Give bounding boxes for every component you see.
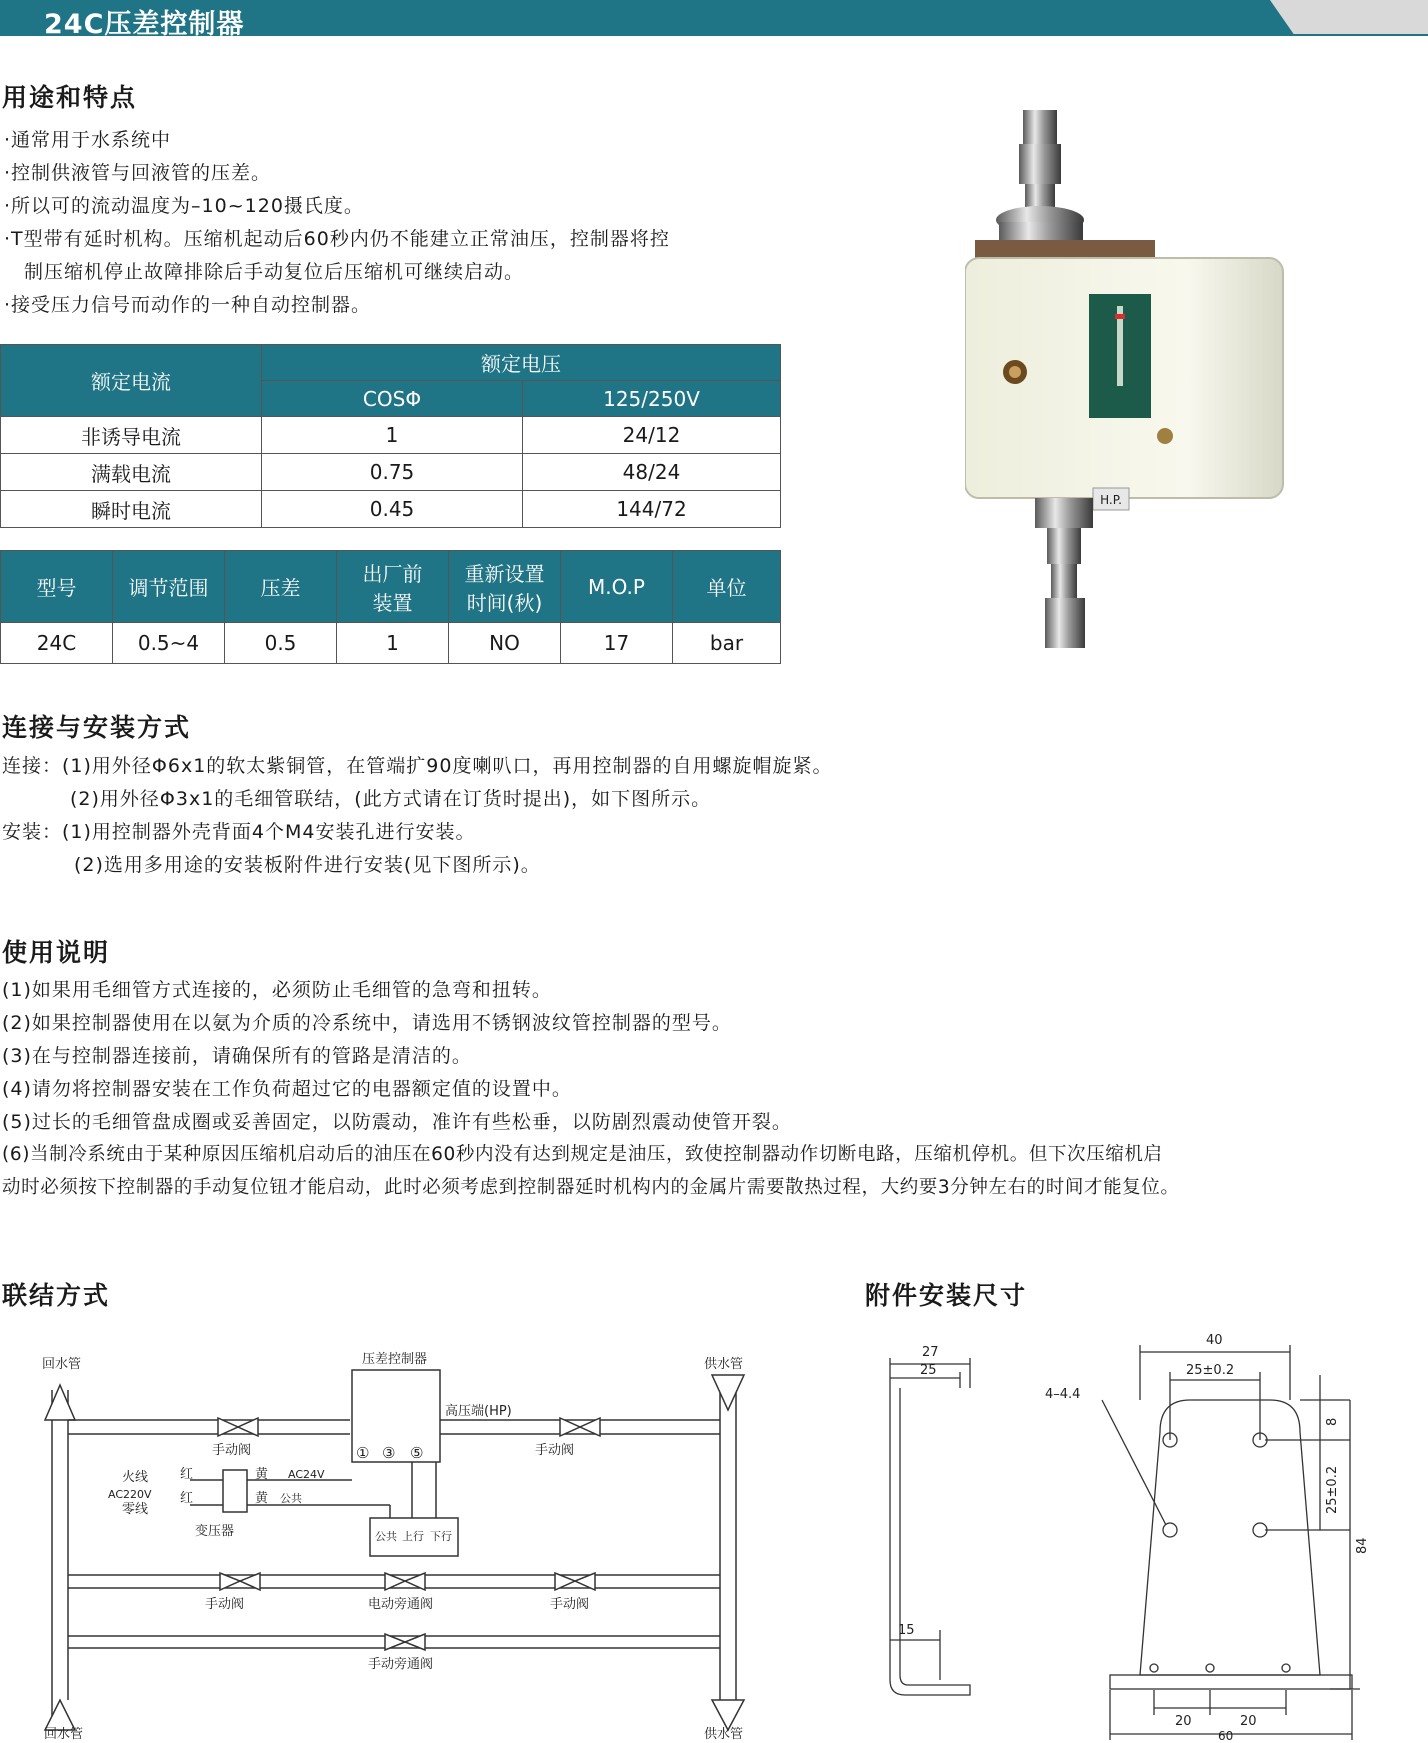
svg-text:①: ① (356, 1444, 370, 1462)
svg-text:上行: 上行 (402, 1530, 424, 1543)
feature-item: ·通常用于水系统中 (4, 129, 172, 151)
feature-item: ·接受压力信号而动作的一种自动控制器。 (4, 294, 372, 316)
install-line: 连接：(1)用外径Φ6x1的软太紫铜管，在管端扩90度喇叭口，再用控制器的自用螺旋帽旋紧。 (2, 755, 833, 777)
svg-text:27: 27 (922, 1345, 939, 1360)
svg-text:回水管: 回水管 (42, 1357, 82, 1372)
feature-item: ·控制供液管与回液管的压差。 (4, 162, 272, 184)
table-cell: 24/12 (523, 417, 781, 454)
svg-text:15: 15 (898, 1623, 915, 1638)
connection-heading: 联结方式 (2, 1281, 111, 1310)
model-table (0, 550, 781, 664)
table-cell: 非诱导电流 (1, 417, 262, 454)
connection-diagram (40, 1330, 760, 1740)
svg-text:AC24V: AC24V (288, 1468, 325, 1481)
svg-text:40: 40 (1206, 1333, 1223, 1348)
svg-text:手动旁通阀: 手动旁通阀 (368, 1657, 434, 1672)
usage-heading: 使用说明 (2, 938, 111, 967)
svg-text:高压端(HP): 高压端(HP) (445, 1404, 512, 1419)
svg-text:手动阀: 手动阀 (550, 1597, 590, 1612)
svg-text:25±0.2: 25±0.2 (1186, 1363, 1235, 1378)
svg-text:回水管: 回水管 (44, 1727, 84, 1740)
svg-text:25±0.2: 25±0.2 (1325, 1465, 1340, 1514)
svg-text:供水管: 供水管 (704, 1357, 744, 1372)
table-cell: bar (673, 623, 781, 664)
table-cell: 1 (337, 623, 449, 664)
table-cell: 瞬时电流 (1, 491, 262, 528)
usage-line: (4)请勿将控制器安装在工作负荷超过它的电器额定值的设置中。 (2, 1078, 572, 1100)
page-title: 24C压差控制器 (44, 9, 245, 40)
svg-text:下行: 下行 (430, 1530, 452, 1543)
svg-text:手动阀: 手动阀 (535, 1443, 575, 1458)
table-cell: 144/72 (523, 491, 781, 528)
table-header: M.O.P (561, 551, 673, 623)
usage-line: 动时必须按下控制器的手动复位钮才能启动，此时必须考虑到控制器延时机构内的金属片需要散热过程，大约要3分钟左右的时间才能复位。 (2, 1177, 1180, 1198)
table-cell: 17 (561, 623, 673, 664)
table-header: 单位 (673, 551, 781, 623)
svg-text:H.P.: H.P. (1100, 493, 1122, 507)
features-heading: 用途和特点 (2, 83, 138, 112)
svg-text:③: ③ (382, 1444, 396, 1462)
usage-line: (1)如果用毛细管方式连接的，必须防止毛细管的急弯和扭转。 (2, 979, 552, 1001)
svg-text:⑤: ⑤ (410, 1444, 424, 1462)
accessory-dimensions (870, 1330, 1410, 1740)
svg-text:手动阀: 手动阀 (205, 1597, 245, 1612)
feature-item: ·T型带有延时机构。压缩机起动后60秒内仍不能建立正常油压，控制器将控 (4, 228, 670, 250)
svg-text:8: 8 (1325, 1417, 1340, 1426)
table-header: 调节范围 (113, 551, 225, 623)
feature-item: 制压缩机停止故障排除后手动复位后压缩机可继续启动。 (24, 261, 525, 283)
table-header: 压差 (225, 551, 337, 623)
usage-line: (3)在与控制器连接前，请确保所有的管路是清洁的。 (2, 1045, 472, 1067)
table-cell: 0.75 (262, 454, 523, 491)
install-heading: 连接与安装方式 (2, 713, 192, 742)
svg-text:20: 20 (1175, 1714, 1192, 1729)
table-cell: 1 (262, 417, 523, 454)
svg-text:公共: 公共 (375, 1530, 397, 1543)
svg-text:黄: 黄 (255, 1491, 269, 1506)
svg-text:红: 红 (180, 1491, 194, 1506)
svg-text:压差控制器: 压差控制器 (362, 1352, 428, 1367)
usage-line: (6)当制冷系统由于某种原因压缩机启动后的油压在60秒内没有达到规定是油压，致使控制器动作切断电路，压缩机停机。但下次压缩机启 (2, 1144, 1163, 1165)
table-cell: 满载电流 (1, 454, 262, 491)
rated-voltage-header: 额定电压 (262, 345, 781, 381)
svg-text:20: 20 (1240, 1714, 1257, 1729)
table-cell: 0.5~4 (113, 623, 225, 664)
svg-text:红: 红 (180, 1467, 194, 1482)
svg-text:变压器: 变压器 (195, 1524, 235, 1539)
table-cell: 48/24 (523, 454, 781, 491)
svg-text:黄: 黄 (255, 1467, 269, 1482)
table-header: 型号 (1, 551, 113, 623)
svg-text:火线: 火线 (122, 1470, 149, 1485)
table-cell: NO (449, 623, 561, 664)
svg-text:手动阀: 手动阀 (212, 1443, 252, 1458)
svg-text:84: 84 (1355, 1537, 1370, 1554)
cos-header: COSΦ (262, 381, 523, 417)
table-header: 重新设置 时间(秋) (449, 551, 561, 623)
install-line: (2)选用多用途的安装板附件进行安装(见下图所示)。 (74, 854, 541, 876)
table-cell: 0.5 (225, 623, 337, 664)
svg-text:AC220V: AC220V (108, 1488, 152, 1501)
rated-current-header: 额定电流 (1, 345, 262, 417)
table-cell: 24C (1, 623, 113, 664)
svg-text:电动旁通阀: 电动旁通阀 (368, 1597, 434, 1612)
voltage-header: 125/250V (523, 381, 781, 417)
svg-text:25: 25 (920, 1363, 937, 1378)
product-photo (965, 110, 1295, 680)
usage-line: (2)如果控制器使用在以氨为介质的冷系统中，请选用不锈钢波纹管控制器的型号。 (2, 1012, 732, 1034)
features-list (4, 125, 670, 323)
rating-table (0, 344, 781, 528)
accessory-heading: 附件安装尺寸 (865, 1281, 1028, 1310)
svg-text:4–4.4: 4–4.4 (1045, 1387, 1081, 1402)
table-header: 出厂前 装置 (337, 551, 449, 623)
usage-line: (5)过长的毛细管盘成圈或妥善固定，以防震动，准许有些松垂，以防剧烈震动使管开裂。 (2, 1111, 792, 1133)
install-line: 安装：(1)用控制器外壳背面4个M4安装孔进行安装。 (2, 821, 476, 843)
install-line: (2)用外径Φ3x1的毛细管联结，(此方式请在订货时提出)，如下图所示。 (70, 788, 712, 810)
svg-text:60: 60 (1218, 1729, 1234, 1740)
svg-text:零线: 零线 (122, 1502, 149, 1517)
table-cell: 0.45 (262, 491, 523, 528)
feature-item: ·所以可的流动温度为–10~120摄氏度。 (4, 195, 364, 217)
svg-text:公共: 公共 (280, 1492, 302, 1505)
svg-text:供水管: 供水管 (704, 1727, 744, 1740)
